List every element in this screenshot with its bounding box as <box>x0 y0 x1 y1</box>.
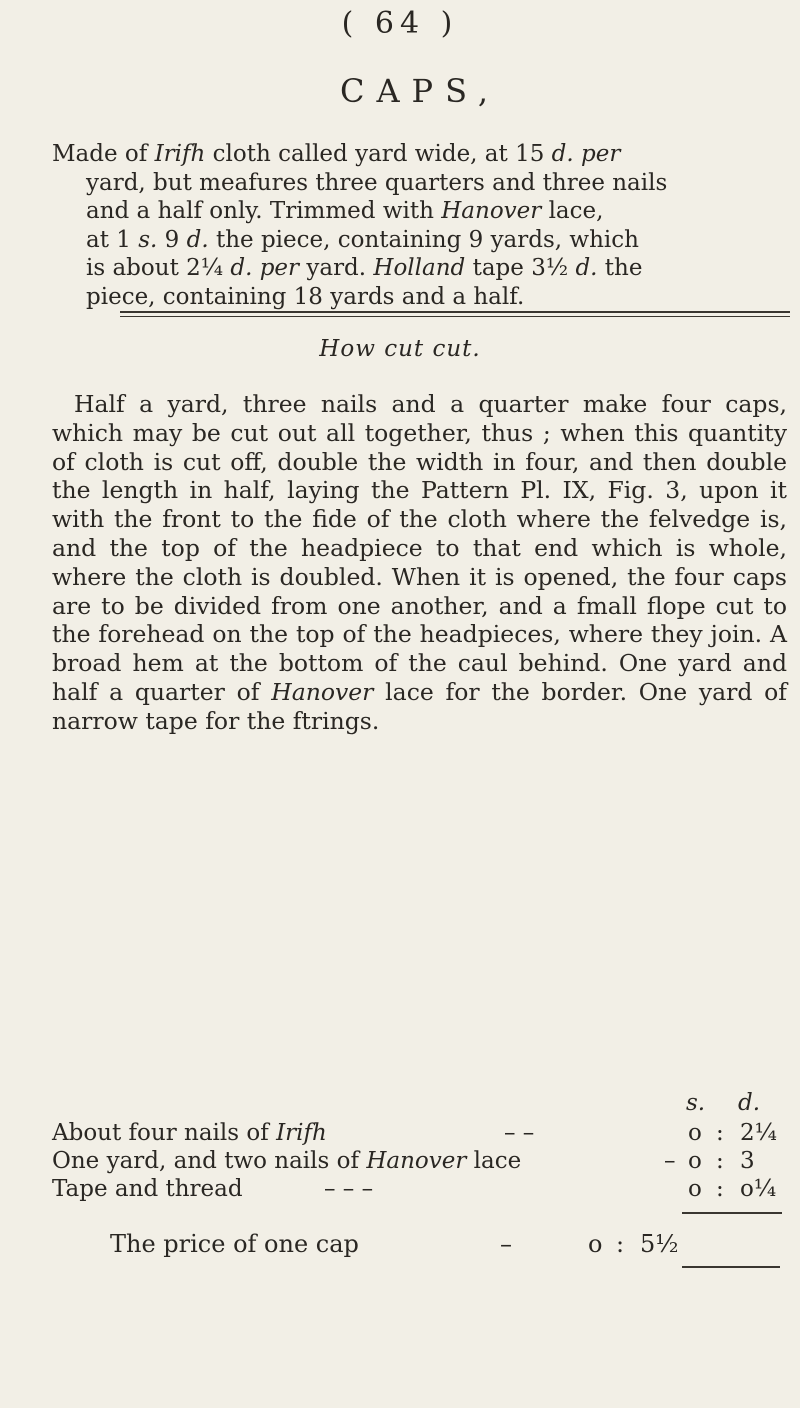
section-divider <box>120 316 790 317</box>
intro-line: yard, but meafures three quarters and three nails <box>86 169 668 196</box>
total-label: The price of one cap <box>110 1230 359 1258</box>
cost-separator: : <box>716 1120 724 1146</box>
cost-separator: : <box>716 1176 724 1202</box>
intro-paragraph <box>52 140 787 311</box>
intro-line: and a half only. Trimmed with Hanover lace, <box>86 198 604 224</box>
cost-item-label: One yard, and two nails of Hanover lace <box>52 1148 522 1174</box>
cost-row <box>52 1120 792 1148</box>
cost-item-dash: – – – <box>324 1176 374 1202</box>
intro-line: is about 2¼ d. per yard. Holland tape 3½ d. the <box>86 255 643 281</box>
page-number: ( 64 ) <box>341 6 459 41</box>
cost-table-header <box>52 1090 792 1118</box>
cost-item-shillings: o <box>688 1176 702 1202</box>
cost-item-pence: 3 <box>740 1148 755 1174</box>
cost-item-pence: o¼ <box>740 1176 777 1202</box>
total-pence: 5½ <box>640 1230 679 1258</box>
total-rule <box>682 1266 780 1268</box>
section-divider <box>120 311 790 313</box>
total-shillings: o <box>588 1230 603 1258</box>
cost-item-shillings: o <box>688 1148 702 1174</box>
shillings-column-header: s. <box>686 1090 706 1116</box>
cost-item-dash: – <box>664 1148 676 1174</box>
page-title: CAPS, <box>339 72 501 110</box>
section-heading: How cut cut. <box>319 336 481 362</box>
cost-item-label: About four nails of Irifh <box>52 1120 327 1146</box>
cost-item-shillings: o <box>688 1120 702 1146</box>
cost-row <box>52 1148 792 1176</box>
section-body: Half a yard, three nails and a quarter make four caps, which may be cut out all together, thus ; when this quantity of cloth is cut off, double the width in four, and then double the length in half, laying the Pattern Pl. IX, Fig. 3, upon it with the front to the fide of the cloth where the felvedge is, and the top of the headpiece to that end which is whole, where the cloth is doubled. When it is opened, the four caps are to be divided from one another, and a fmall flope cut to the forehead on the top of the headpieces, where they join. A broad hem at the bottom of the caul behind. One yard and half a quarter of Hanover lace for the border. One yard of narrow tape for the ftrings. <box>52 390 787 735</box>
intro-line: Made of Irifh cloth called yard wide, at 15 d. per <box>52 141 621 167</box>
total-dash: – <box>500 1230 512 1258</box>
cost-item-dash: – – <box>504 1120 535 1146</box>
intro-line: piece, containing 18 yards and a half. <box>86 283 525 310</box>
total-separator: : <box>616 1230 625 1258</box>
cost-item-label: Tape and thread <box>52 1176 243 1202</box>
cost-row <box>52 1176 792 1204</box>
sum-rule <box>682 1212 782 1214</box>
intro-line: at 1 s. 9 d. the piece, containing 9 yards, which <box>86 226 639 253</box>
pence-column-header: d. <box>738 1090 761 1116</box>
cost-item-pence: 2¼ <box>740 1120 777 1146</box>
cost-separator: : <box>716 1148 724 1174</box>
